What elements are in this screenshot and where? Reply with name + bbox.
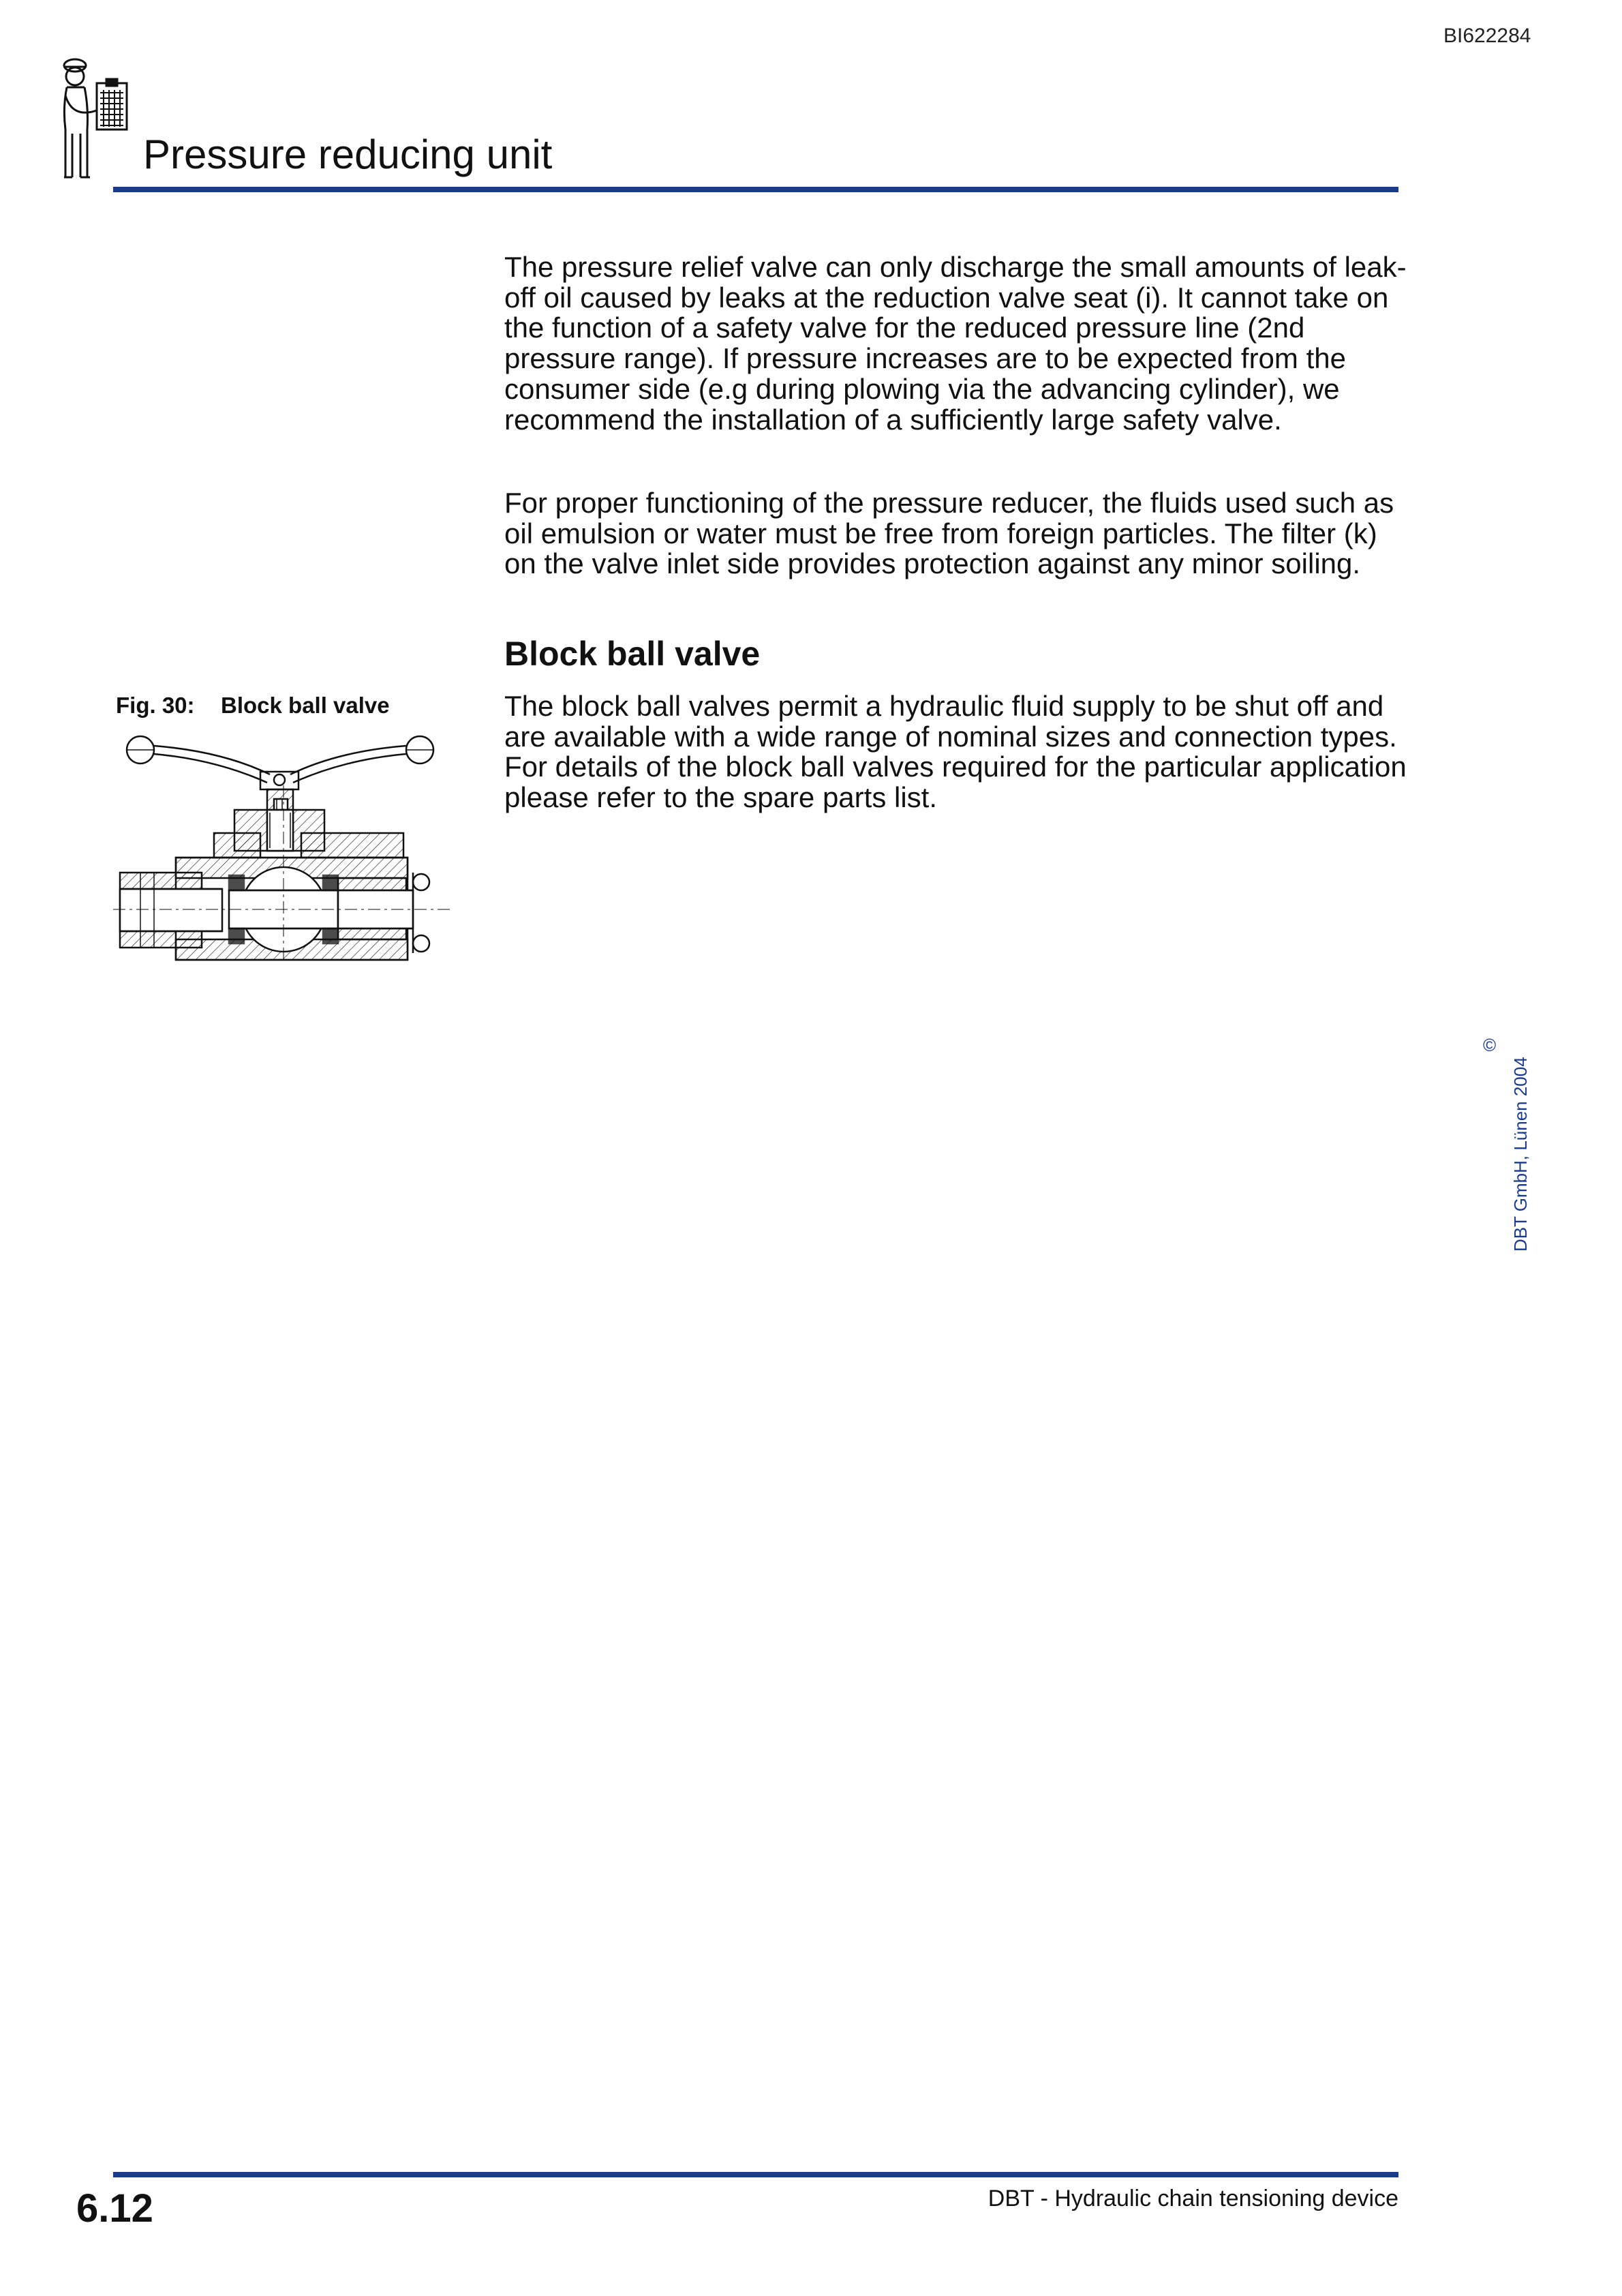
section-body (504, 691, 1411, 813)
footer-rule (113, 2172, 1398, 2177)
document-id: BI622284 (1443, 25, 1531, 47)
figure-caption (116, 693, 390, 719)
footer-title: DBT - Hydraulic chain tensioning device (988, 2186, 1398, 2211)
copyright-symbol: © (1483, 1035, 1497, 1055)
body-paragraph-2 (504, 488, 1411, 579)
worker-with-clipboard-icon (57, 53, 134, 180)
section-text-line-2: For details of the block ball valves required for the particular application please refer to the spare parts list. (504, 751, 1407, 814)
page-title: Pressure reducing unit (143, 132, 553, 177)
paragraph-text: The pressure relief valve can only discharge the small amounts of leak-off oil caused by leaks at the reduction valve seat (i). It cannot take on the function of a safety valve for the reduced pressure line (2nd pressure range). If pressure increases are to be expected from the consumer side (e.g during plowing via the advancing cylinder), we recommend the installation of a sufficiently large safety valve. (504, 251, 1407, 436)
body-paragraph-1 (504, 252, 1411, 435)
section-text-line-1: The block ball valves permit a hydraulic fluid supply to be shut off and are available with a wide range of nominal sizes and connection types. (504, 690, 1397, 753)
paragraph-text: For proper functioning of the pressure reducer, the fluids used such as oil emulsion or water must be free from foreign particles. The filter (k) on the valve inlet side provides protection against any minor soiling. (504, 487, 1394, 580)
figure-caption-text: Block ball valve (221, 693, 390, 718)
copyright-notice: DBT GmbH, Lünen 2004 (1510, 1057, 1531, 1252)
page-number: 6.12 (76, 2186, 153, 2231)
section-heading: Block ball valve (504, 635, 761, 673)
figure-number: Fig. 30: (116, 693, 195, 718)
block-ball-valve-drawing (113, 724, 454, 971)
header-rule (113, 187, 1398, 192)
